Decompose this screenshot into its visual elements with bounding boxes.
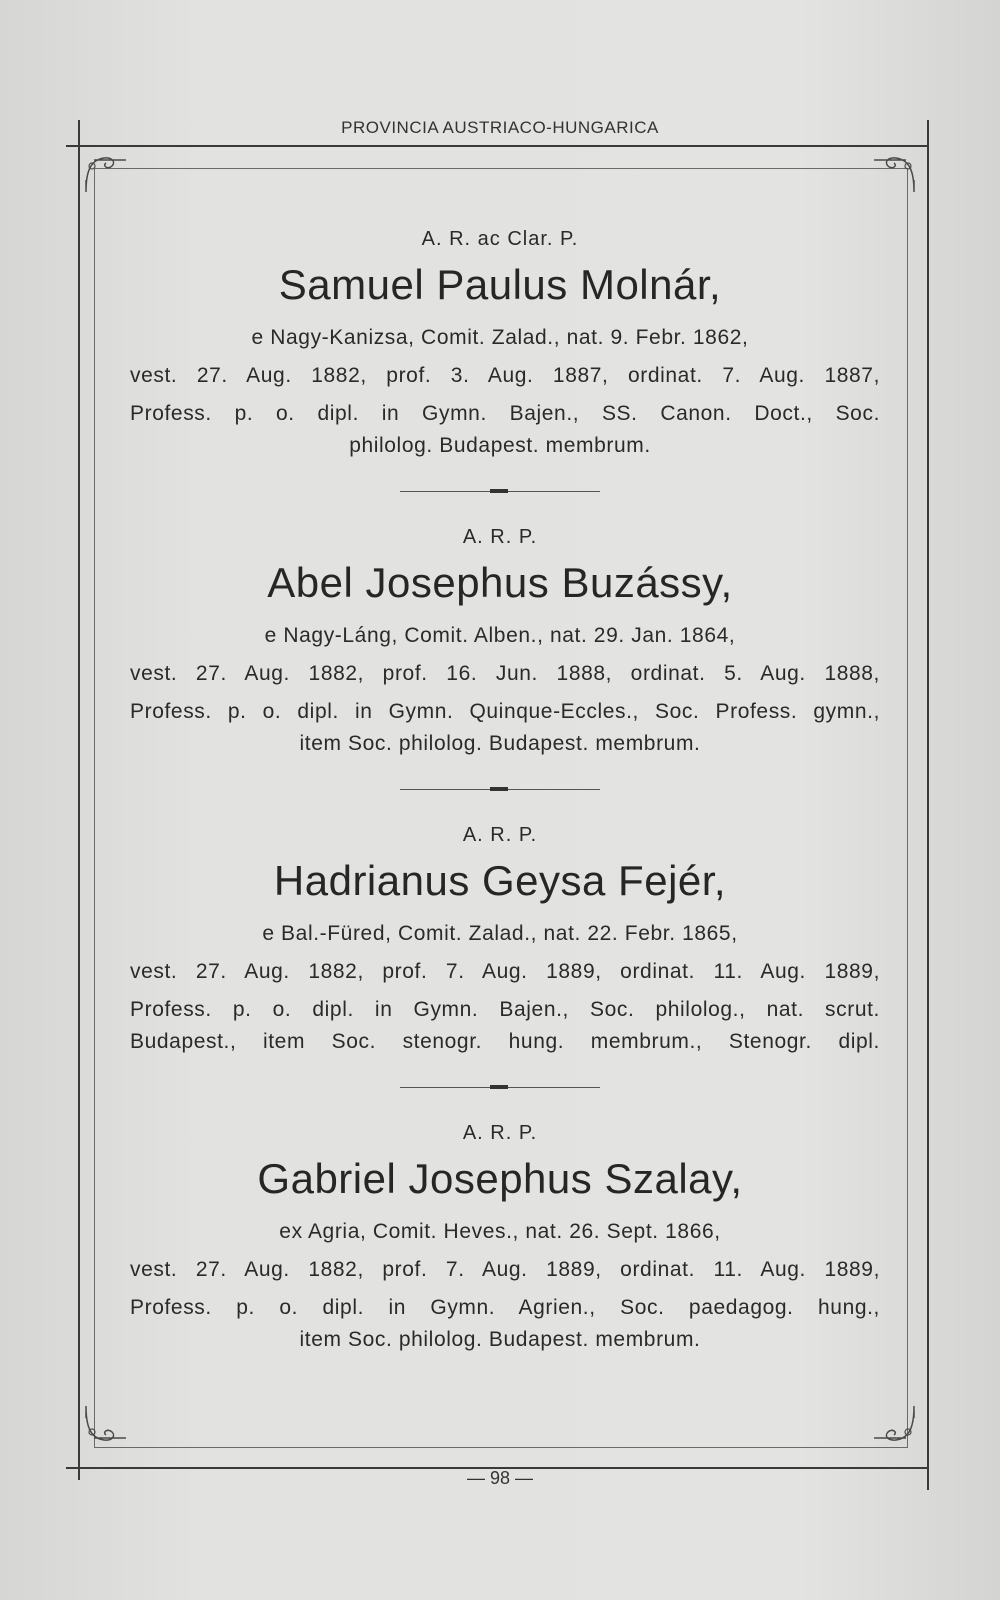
entry-name: Abel Josephus Buzássy, (267, 559, 733, 606)
entry-offices: Profess. p. o. dipl. in Gymn. Quinque-Eccles., Soc. Profess. gymn., (130, 700, 880, 723)
frame-left-rule (78, 120, 80, 1480)
entry-dates: vest. 27. Aug. 1882, prof. 7. Aug. 1889, ordinat. 11. Aug. 1889, (130, 960, 880, 983)
entry-name: Hadrianus Geysa Fejér, (273, 857, 727, 904)
corner-ornament-icon (82, 152, 128, 198)
entry-honorific: A. R. ac Clar. P. (421, 228, 579, 250)
entry-honorific: A. R. P. (462, 824, 538, 846)
corner-ornament-icon (82, 1400, 128, 1446)
corner-ornament-icon (872, 1400, 918, 1446)
entry-origin: ex Agria, Comit. Heves., nat. 26. Sept. 1866, (279, 1220, 721, 1243)
running-head: PROVINCIA AUSTRIACO-HUNGARICA (341, 118, 659, 137)
entry-offices: Profess. p. o. dipl. in Gymn. Agrien., Soc. paedagog. hung., (130, 1296, 880, 1319)
entry-memberships: philolog. Budapest. membrum. (349, 434, 651, 457)
entry-origin: e Nagy-Kanizsa, Comit. Zalad., nat. 9. Febr. 1862, (251, 326, 749, 349)
entry-memberships: item Soc. philolog. Budapest. membrum. (299, 1328, 701, 1351)
entry-dates: vest. 27. Aug. 1882, prof. 3. Aug. 1887, ordinat. 7. Aug. 1887, (130, 364, 880, 387)
entry-memberships: item Soc. philolog. Budapest. membrum. (299, 732, 701, 755)
section-divider (400, 789, 600, 790)
section-divider (400, 1087, 600, 1088)
entry-honorific: A. R. P. (462, 1122, 538, 1144)
frame-right-rule (927, 120, 929, 1490)
entry-dates: vest. 27. Aug. 1882, prof. 7. Aug. 1889, ordinat. 11. Aug. 1889, (130, 1258, 880, 1281)
entry-memberships: Budapest., item Soc. stenogr. hung. membrum., Stenogr. dipl. (130, 1030, 880, 1053)
entry-origin: e Nagy-Láng, Comit. Alben., nat. 29. Jan. 1864, (264, 624, 736, 647)
entry-name: Samuel Paulus Molnár, (278, 261, 722, 308)
entry-szalay (120, 1122, 880, 1355)
page-number: — 98 — (466, 1468, 534, 1488)
entry-honorific: A. R. P. (462, 526, 538, 548)
entries-list (120, 220, 880, 1363)
entry-name: Gabriel Josephus Szalay, (257, 1155, 743, 1202)
section-divider (400, 491, 600, 492)
entry-dates: vest. 27. Aug. 1882, prof. 16. Jun. 1888, ordinat. 5. Aug. 1888, (130, 662, 880, 685)
entry-buzassy (120, 526, 880, 759)
corner-ornament-icon (872, 152, 918, 198)
entry-origin: e Bal.-Füred, Comit. Zalad., nat. 22. Febr. 1865, (262, 922, 738, 945)
entry-offices: Profess. p. o. dipl. in Gymn. Bajen., Soc. philolog., nat. scrut. (130, 998, 880, 1021)
entry-offices: Profess. p. o. dipl. in Gymn. Bajen., SS. Canon. Doct., Soc. (130, 402, 880, 425)
entry-fejer (120, 824, 880, 1057)
entry-molnar (120, 228, 880, 461)
